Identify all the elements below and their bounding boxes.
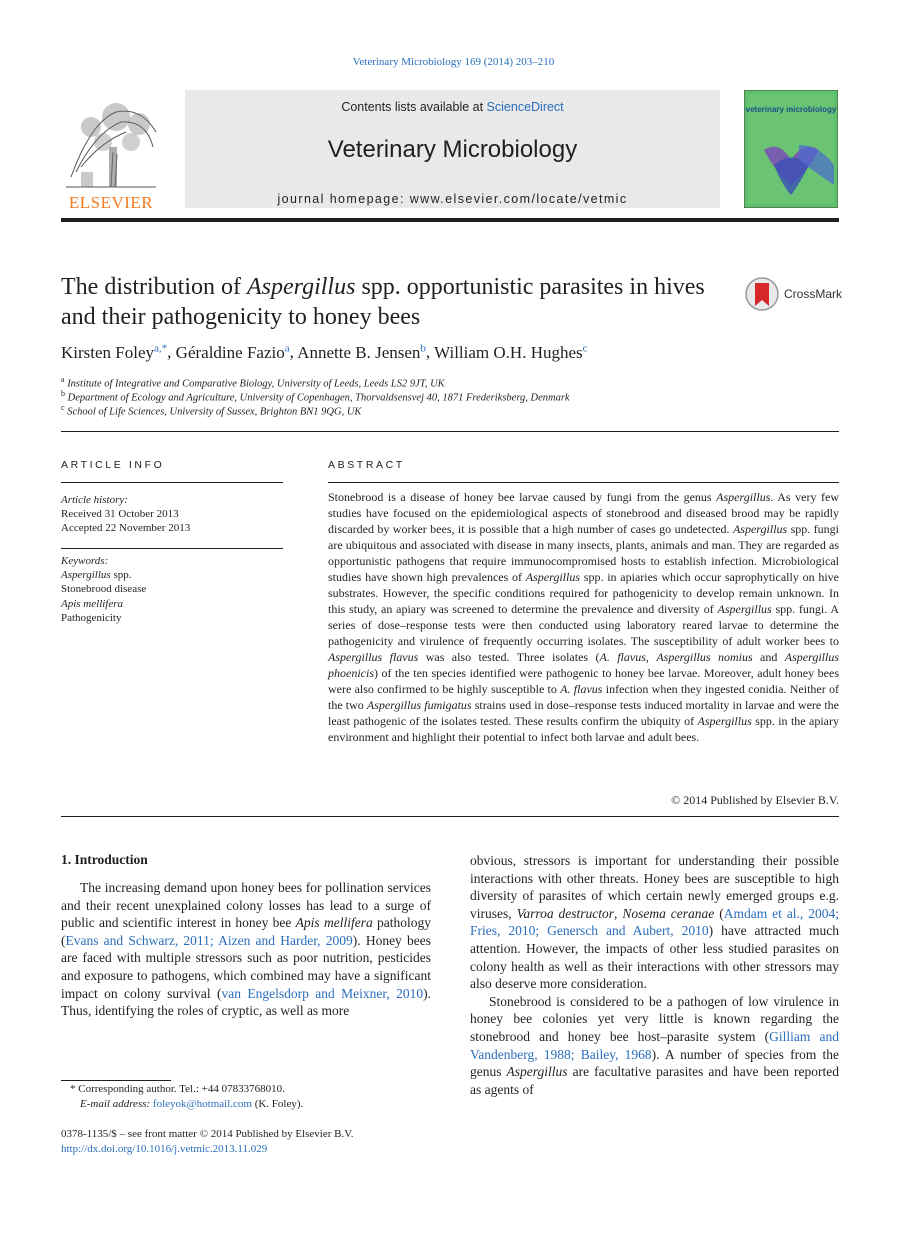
keyword: Stonebrood disease bbox=[61, 583, 147, 596]
journal-homepage[interactable]: journal homepage: www.elsevier.com/locate/vetmic bbox=[277, 192, 628, 206]
author[interactable]: Kirsten Foley$^{a,*}$ bbox=[61, 342, 168, 362]
abstract-heading: ABSTRACT bbox=[328, 459, 405, 471]
abstract-text: Stonebrood is a disease of honey bee larvae caused by fungi from the genus Aspergillus. As very few studies have focused on the epidemiological aspects of stonebrood and diseased brood may be rapidly discarded by worker bees, it is possible that a high number of cases go undetected. Aspergillus spp. fungi are ubiquitous and associated with disease in many insects, plants, animals and man. They are regarded as opportunistic pathogens that require immunocompromised hosts to establish infection. Microbiological studies have shown high prevalences of Aspergillus spp. in apiaries which occur saprophytically on hive substrates. However, the specific conditions required for pathogenicity to develop remain unknown. In this study, an apiary was screened to determine the prevalence and diversity of Aspergillus spp. fungi. A series of dose–response tests were then conducted using laboratory reared larvae to determine the pathogenicity and virulence of frequently occurring isolates. The susceptibility of adult worker bees to Aspergillus flavus was also tested. Three isolates (A. flavus, Aspergillus nomius and Aspergillus phoenicis) of the ten species identified were pathogenic to honey bee larvae. Moreover, adult honey bees were also confirmed to be highly susceptible to A. flavus infection when they ingested conidia. Neither of the two Aspergillus fumigatus strains used in dose–response tests induced mortality in larvae and were the least pathogenic of the isolates tested. These results confirm the ubiquity of Aspergillus spp. in the apiary environment and highlight their potential to infect both larvae and adult bees. bbox=[328, 490, 840, 744]
reference-link[interactable]: Gilliam and Vandenberg, 1988; Bailey, 1968 bbox=[470, 1028, 839, 1062]
crossmark-badge[interactable]: CrossMark bbox=[744, 276, 844, 312]
elsevier-wordmark: ELSEVIER bbox=[68, 193, 154, 212]
journal-cover-image bbox=[744, 90, 838, 208]
abstract-copyright: © 2014 Published by Elsevier B.V. bbox=[671, 793, 839, 807]
keywords-divider bbox=[61, 548, 283, 549]
doi-link[interactable]: http://dx.doi.org/10.1016/j.vetmic.2013.11.029 bbox=[61, 1143, 268, 1155]
footnote-divider bbox=[61, 1080, 171, 1081]
body-divider bbox=[61, 816, 839, 817]
contents-line: Contents lists available at ScienceDirect bbox=[341, 100, 564, 114]
section-divider bbox=[61, 431, 839, 432]
journal-title: Veterinary Microbiology bbox=[327, 136, 578, 163]
journal-citation[interactable]: Veterinary Microbiology 169 (2014) 203–210 bbox=[352, 56, 555, 68]
affiliation: $^b$ Department of Ecology and Agriculture, University of Copenhagen, Thorvaldsensvej 40, 1871 Frederiksberg, Denmark bbox=[61, 389, 570, 404]
paragraph: Stonebrood is considered to be a pathogen of low virulence in honey bee colonies yet very little is known regarding the stonebrood and honey bee host–parasite system (Gilliam and Vandenberg, 1988; Bailey, 1968). A number of species from the genus Aspergillus are facultative parasites and have been reported as agents of bbox=[470, 993, 839, 1097]
section-heading-introduction: 1. Introduction bbox=[61, 852, 148, 867]
article-history: Article history: Received 31 October 2013 Accepted 22 November 2013 bbox=[61, 494, 191, 535]
email-note: E-mail address: foleyok@hotmail.com (K. Foley). bbox=[80, 1098, 304, 1110]
crossmark-icon bbox=[744, 276, 780, 312]
body-column-left bbox=[61, 879, 431, 1020]
email-link[interactable]: foleyok@hotmail.com bbox=[152, 1098, 252, 1110]
issn-line: 0378-1135/$ – see front matter © 2014 Published by Elsevier B.V. bbox=[61, 1128, 354, 1140]
keyword: Apis mellifera bbox=[61, 597, 124, 610]
abstract-divider bbox=[328, 482, 839, 483]
article-title: The distribution of Aspergillus spp. opportunistic parasites in hives and their pathogenicity to honey bees bbox=[61, 274, 705, 330]
keyword: Pathogenicity bbox=[61, 611, 122, 624]
article-info-divider bbox=[61, 482, 283, 483]
paragraph: obvious, stressors is important for understanding their possible interactions with other threats. Honey bees are susceptible to high diversity of parasites of which certain newly emerged groups e.g. viruses, Varroa destructor, Nosema ceranae (Amdam et al., 2004; Fries, 2010; Genersch and Aubert, 2010) have attracted much attention. However, the impacts of other less studied parasites on colony health as well as their interactions with other stressors may also deserve more consideration. bbox=[470, 853, 840, 992]
header-divider bbox=[61, 218, 839, 222]
affiliation: $^c$ School of Life Sciences, University of Sussex, Brighton BN1 9QG, UK bbox=[61, 403, 362, 418]
author[interactable]: Géraldine Fazio$^a$ bbox=[175, 342, 290, 362]
reference-link[interactable]: Amdam et al., 2004; Fries, 2010; Genersch and Aubert, 2010 bbox=[470, 905, 840, 939]
paragraph: The increasing demand upon honey bees for pollination services and their recent unexplained colony losses has lead to a surge of public and scientific interest in honey bee Apis mellifera pathology (Evans and Schwarz, 2011; Aizen and Harder, 2009). Honey bees are faced with multiple stressors such as poor nutrition, pesticides and exposure to pathogens, which combined may have a significant impact on colony survival (van Engelsdorp and Meixner, 2010). Thus, identifying the roles of cryptic, as well as more bbox=[61, 880, 432, 1019]
reference-link[interactable]: van Engelsdorp and Meixner, 2010 bbox=[221, 985, 424, 1001]
affiliation: $^a$ Institute of Integrative and Comparative Biology, University of Leeds, Leeds LS2 9JT, UK bbox=[61, 375, 445, 390]
author[interactable]: William O.H. Hughes$^c$ bbox=[434, 342, 588, 362]
author[interactable]: Annette B. Jensen$^b$ bbox=[297, 342, 426, 362]
keyword: Aspergillus spp. bbox=[61, 569, 132, 582]
author-list: Kirsten Foley$^{a,*}$, Géraldine Fazio$^a$, Annette B. Jensen$^b$, William O.H. Hughes$^c$ bbox=[61, 342, 588, 362]
body-column-right bbox=[470, 852, 839, 1098]
article-info-heading: ARTICLE INFO bbox=[61, 459, 165, 471]
keywords: Keywords: Aspergillus spp. Stonebrood disease Apis mellifera Pathogenicity bbox=[61, 555, 147, 624]
reference-link[interactable]: Evans and Schwarz, 2011; Aizen and Harder, 2009 bbox=[65, 932, 353, 948]
sciencedirect-link[interactable]: ScienceDirect bbox=[486, 100, 564, 114]
cover-title: veterinary microbiology bbox=[745, 105, 837, 114]
corresponding-author-note: * Corresponding author. Tel.: +44 07833768010. bbox=[70, 1083, 285, 1095]
